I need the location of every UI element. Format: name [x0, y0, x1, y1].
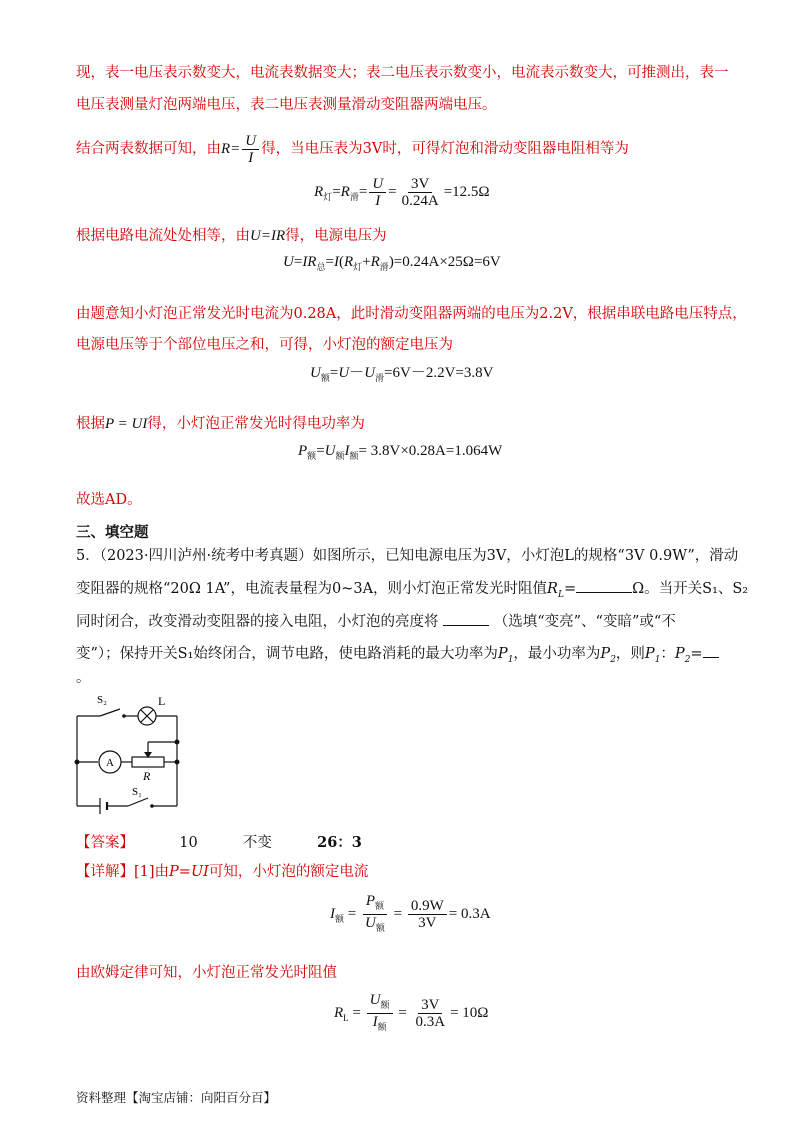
eq-tail: = 3.8V×0.28A=1.064W [358, 443, 503, 459]
answer-value: 10 [179, 835, 198, 851]
question-line [76, 611, 676, 632]
equation: $I_额$ = $\frac{P_额}{U_额}$ = $\frac{0.9W}{3V}$ = 0.3A [330, 893, 491, 933]
answer-blank[interactable] [576, 578, 632, 593]
label-s2: S₂ [97, 694, 107, 706]
inline-formula: U=IR [250, 228, 286, 244]
equation: $U=IR_总=I(R_灯+R_滑)=0.24A\times 25\Omega=6V$ [283, 254, 501, 272]
answer-blank[interactable] [443, 611, 489, 626]
eq-den: 0.24A [401, 193, 439, 209]
text: 得，小灯泡正常发光时得电功率为 [147, 416, 365, 432]
inline-formula: R= $\frac{U}{I}$ [221, 141, 261, 157]
answer-line [76, 833, 362, 853]
eq-num: 0.9W [408, 898, 447, 915]
detail-line [76, 862, 368, 882]
eq-result: =12.5Ω [443, 183, 490, 200]
para-line: 由欧姆定律可知，小灯泡正常发光时阻值 [76, 965, 337, 981]
para-line: 电压表测量灯泡两端电压，表二电压表测量滑动变阻器两端电压。 [76, 97, 497, 113]
section-heading: 三、填空题 [76, 525, 149, 541]
detail-label: 【详解】 [76, 864, 134, 880]
text: 得，当电压表为3V时，可得灯泡和滑动变阻器电阻相等为 [261, 140, 629, 157]
text: 变阻器的规格“20Ω 1A”，电流表量程为0~3A，则小灯泡正常发光时阻值 [76, 581, 548, 597]
eq-num: 3V [418, 997, 442, 1014]
answer-label: 【答案】 [76, 835, 134, 851]
text: ，则 [615, 646, 645, 662]
footer: 资料整理【淘宝店铺：向阳百分百】 [76, 1090, 277, 1105]
para-line [76, 133, 629, 166]
circuit-diagram [70, 692, 190, 814]
eq-num: 3V [408, 176, 432, 193]
text: 同时闭合，改变滑动变阻器的接入电阻，小灯泡的亮度将 [76, 614, 439, 630]
text: 结合两表数据可知，由 [76, 140, 221, 157]
equation: $R_L$ = $\frac{U_额}{I_额}$ = $\frac{3V}{0.3A}$ = 10Ω [334, 992, 489, 1032]
equation: $P_额=U_额I_额= 3.8V\times 0.28A=1.064W$ [298, 443, 503, 461]
equation: $R_灯=R_滑=$ $\frac{U}{I}$ = $\frac{3V}{0.24A}$ =12.5Ω [314, 176, 490, 209]
text: 可知，小灯泡的额定电流 [208, 864, 369, 880]
para-line: 故选AD。 [76, 492, 142, 508]
eq-tail: =6V－2.2V=3.8V [384, 365, 494, 381]
question-line: 变阻器的规格“20Ω 1A”，电流表量程为0~3A，则小灯泡正常发光时阻值$R_L= \Omega$。当开关S₁、S₂ [76, 578, 748, 605]
para-line: 电源电压等于个部位电压之和，可得，小灯泡的额定电压为 [76, 337, 453, 353]
question-line: 5．（2023·四川泸州·统考中考真题）如图所示，已知电源电压为3V，小灯泡L的规格“3V 0.9W”，滑动 [76, 548, 739, 564]
text: （选填“变亮”、“变暗”或“不 [493, 614, 676, 630]
eq-tail: )=0.24A×25Ω=6V [388, 254, 501, 270]
label-ammeter: A [106, 757, 114, 769]
eq-result: = 10Ω [450, 1004, 489, 1021]
label-s1: S₁ [132, 786, 142, 798]
label-lamp: L [158, 694, 166, 708]
equation: $U_额=U-U_滑=6V-2.2V=3.8V$ [310, 365, 494, 383]
text: ，最小功率为 [513, 646, 601, 662]
text: 根据电路电流处处相等，由 [76, 228, 250, 244]
eq-den: 3V [418, 915, 437, 931]
para-line: 现，表一电压表示数变大，电流表数据变大；表二电压表示数变小，电流表示数变大，可推测出，表一 [76, 65, 729, 81]
text: Ω。当开关S₁、S₂ [632, 581, 749, 597]
text: 得，电源电压为 [285, 228, 387, 244]
eq-result: = 0.3A [448, 905, 491, 922]
label-rheostat: R [143, 769, 151, 783]
inline-formula: P=UI [169, 864, 209, 880]
answer-blank[interactable] [703, 643, 719, 658]
text: 变”）；保持开关S₁始终闭合，调节电路，使电路消耗的最大功率为 [76, 646, 498, 662]
answer-value: 26：3 [317, 834, 362, 851]
para-line [76, 414, 365, 434]
question-line: 变”）；保持开关S₁始终闭合，调节电路，使电路消耗的最大功率为$P_1$，最小功率为$P_2$，则$P_1$：$P_2=$ [76, 643, 719, 670]
text: 根据 [76, 416, 105, 432]
para-line: 由题意知小灯泡正常发光时电流为0.28A，此时滑动变阻器两端的电压为2.2V，根据串联电路电压特点， [76, 306, 747, 322]
text: [1]由 [134, 864, 170, 880]
answer-value: 不变 [242, 835, 272, 851]
eq-den: 0.3A [415, 1014, 446, 1030]
question-line: 。 [76, 670, 91, 686]
inline-formula: P = UI [105, 416, 148, 432]
para-line [76, 226, 387, 246]
